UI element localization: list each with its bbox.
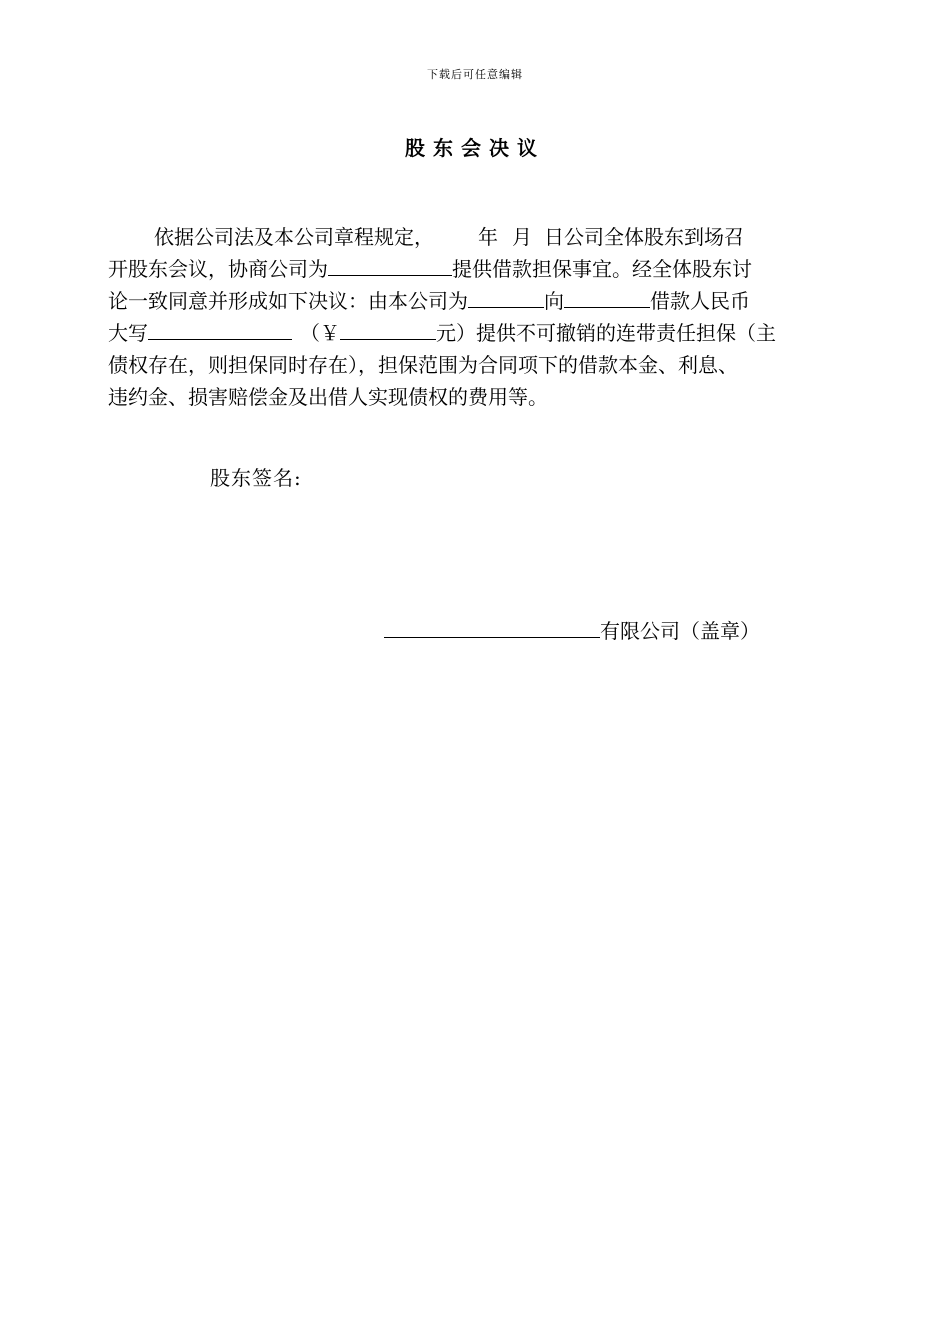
fill-blank[interactable] [328,253,452,276]
company-seal-label: 有限公司（盖章） [600,619,760,643]
paragraph-line [108,317,878,349]
header-note: 下载后可任意编辑 [427,68,523,81]
text-segment: 年 [478,225,498,249]
text-segment: 依据公司法及本公司章程规定， [154,225,434,249]
text-segment: 借款人民币 [650,289,750,313]
company-seal-line [384,615,760,644]
paragraph-line [108,285,878,317]
company-name-blank[interactable] [384,615,600,638]
text-segment: 大写 [108,321,148,345]
text-segment: 债权存在，则担保同时存在），担保范围为合同项下的借款本金、利息、 [108,353,738,377]
text-segment: 违约金、损害赔偿金及出借人实现债权的费用等。 [108,385,548,409]
text-segment: 元）提供不可撤销的连带责任担保（主 [436,321,776,345]
fill-blank[interactable] [148,317,292,340]
paragraph-line [108,221,878,253]
text-segment: 开股东会议，协商公司为 [108,257,328,281]
paragraph-line [108,349,878,381]
paragraph-line [108,253,878,285]
document-title: 股东会决议 [405,136,545,160]
fill-blank[interactable] [468,285,544,308]
text-segment: （￥ [300,321,340,345]
text-segment: 日公司全体股东到场召 [544,225,744,249]
text-segment: 月 [512,225,532,249]
resolution-paragraph [108,221,878,413]
paragraph-line [108,381,878,413]
text-segment: 提供借款担保事宜。经全体股东讨 [452,257,752,281]
fill-blank[interactable] [340,317,436,340]
fill-blank[interactable] [564,285,650,308]
text-segment: 向 [544,289,564,313]
text-segment: 论一致同意并形成如下决议：由本公司为 [108,289,468,313]
shareholder-signature-label: 股东签名: [210,466,302,490]
